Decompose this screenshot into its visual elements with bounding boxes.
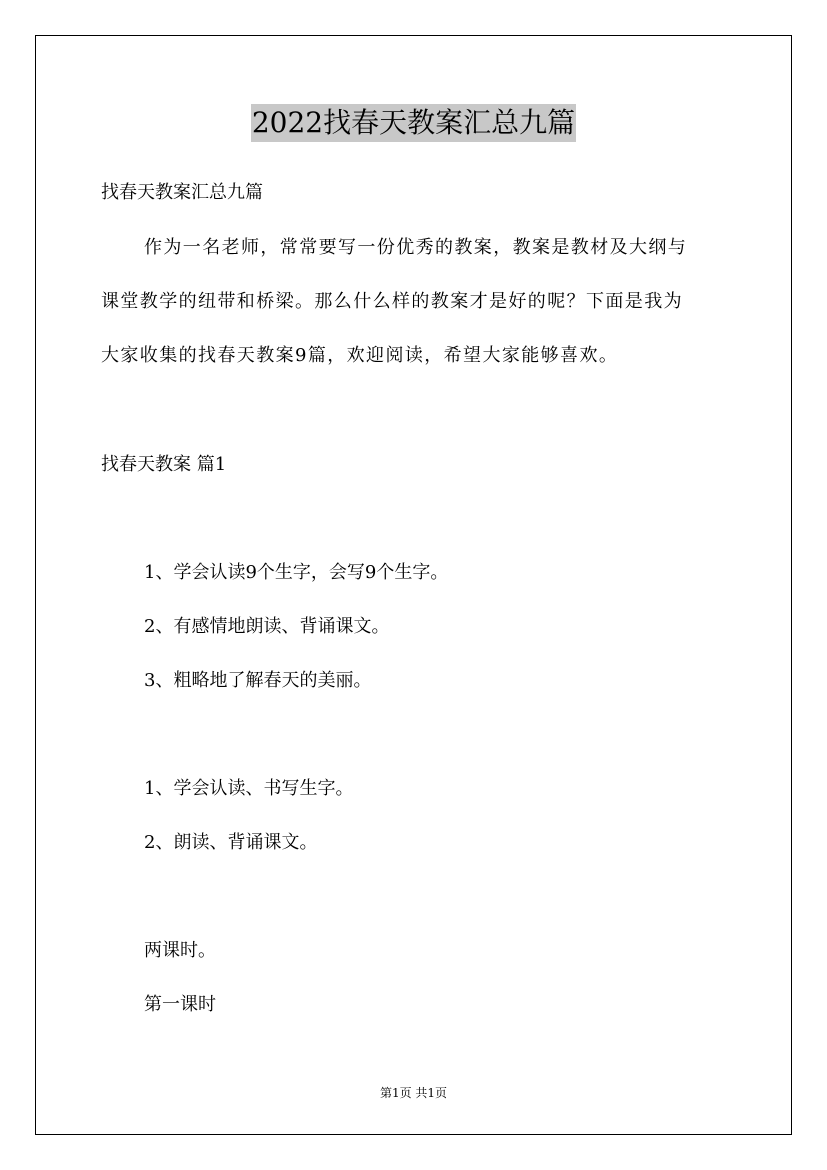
intro-line-2: 课堂教学的纽带和桥梁。那么什么样的教案才是好的呢？下面是我为 [101, 291, 683, 312]
lesson-heading: 第一课时 [144, 994, 216, 1015]
duration-text: 两课时。 [144, 940, 216, 961]
goal-item-2: 2、有感情地朗读、背诵课文。 [144, 616, 390, 637]
key-point-item-2: 2、朗读、背诵课文。 [144, 832, 318, 853]
document-title: 2022找春天教案汇总九篇 [251, 104, 576, 142]
intro-line-3: 大家收集的找春天教案9篇，欢迎阅读，希望大家能够喜欢。 [101, 345, 619, 366]
title-container [0, 104, 827, 142]
page-footer: 第1页 共1页 [379, 1086, 448, 1100]
intro-line-1: 作为一名老师，常常要写一份优秀的教案，教案是教材及大纲与 [144, 237, 688, 258]
goal-item-1: 1、学会认读9个生字，会写9个生字。 [144, 562, 449, 583]
document-subtitle: 找春天教案汇总九篇 [101, 182, 263, 203]
goal-item-3: 3、粗略地了解春天的美丽。 [144, 670, 372, 691]
section-heading: 找春天教案 篇1 [101, 454, 227, 475]
key-point-item-1: 1、学会认读、书写生字。 [144, 778, 354, 799]
